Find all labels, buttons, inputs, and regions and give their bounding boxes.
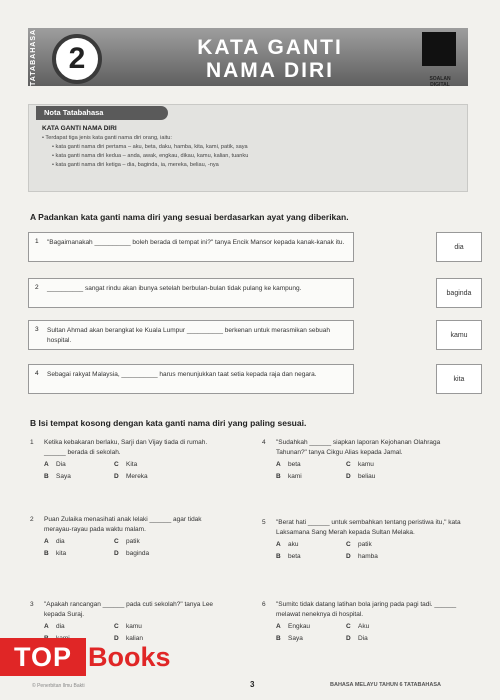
item-number: 2 <box>35 284 39 291</box>
option-letter: D <box>346 473 351 480</box>
matching-item <box>28 232 354 262</box>
option-text: beliau <box>358 473 376 480</box>
mcq-question <box>30 438 230 482</box>
mcq-question <box>262 600 462 644</box>
logo-top-text: TOP <box>0 638 86 676</box>
notes-item-text: kata ganti nama diri ketiga – dia, baginda, ia, mereka, beliau, -nya <box>55 162 219 168</box>
option-letter: C <box>346 541 351 548</box>
question-text: Ketika kebakaran berlaku, Sarji dan Vijay tiada di rumah. ______ berada di sekolah. <box>44 439 208 456</box>
item-text: Sultan Ahmad akan berangkat ke Kuala Lumpur __________ berkenan untuk merasmikan sebuah hospital. <box>47 327 330 344</box>
option-letter: C <box>346 461 351 468</box>
option-text: Mereka <box>126 473 148 480</box>
option-letter: D <box>114 635 119 642</box>
option-text: Saya <box>288 635 303 642</box>
option-b[interactable] <box>44 549 114 559</box>
qr-label <box>412 76 468 88</box>
matching-item <box>28 364 354 394</box>
option-text: Engkau <box>288 623 311 630</box>
mcq-question <box>262 438 462 482</box>
item-number: 1 <box>35 238 39 245</box>
option-b[interactable] <box>276 552 346 562</box>
option-letter: A <box>44 538 49 545</box>
option-letter: A <box>44 623 49 630</box>
answer-option[interactable]: dia <box>436 232 482 262</box>
option-c[interactable] <box>114 622 184 632</box>
option-text: aku <box>288 541 299 548</box>
question-number: 1 <box>30 439 34 446</box>
subject-footer: BAHASA MELAYU TAHUN 6 TATABAHASA <box>330 682 442 688</box>
grammar-notes-intro: • Terdapat tiga jenis kata ganti nama diri orang, iaitu: <box>42 135 172 141</box>
chapter-number: 2 <box>52 34 102 84</box>
option-letter: A <box>44 461 49 468</box>
item-text: "Bagaimanakah __________ boleh berada di tempat ini?" tanya Encik Mansor kepada kanak-kanak itu. <box>47 239 345 246</box>
option-text: Kita <box>126 461 138 468</box>
option-text: patik <box>358 541 372 548</box>
question-text: "Sumitc tidak datang latihan bola jaring pada pagi tadi. ______ melawat neneknya di hospital. <box>276 601 457 618</box>
option-a[interactable] <box>276 622 346 632</box>
option-text: baginda <box>126 550 150 557</box>
mcq-question <box>30 515 230 559</box>
header-tab-label: TATABAHASA <box>30 28 37 86</box>
mcq-question <box>262 518 462 562</box>
question-number: 3 <box>30 601 34 608</box>
option-letter: B <box>276 553 281 560</box>
grammar-notes-subtitle: KATA GANTI NAMA DIRI <box>42 125 117 132</box>
option-d[interactable] <box>114 549 184 559</box>
option-text: beta <box>288 461 301 468</box>
grammar-notes-item: • kata ganti nama diri kedua – anda, awak, engkau, dikau, kamu, kalian, tuanku <box>52 153 249 159</box>
grammar-notes-label: Nota Tatabahasa <box>36 106 168 120</box>
option-c[interactable] <box>346 622 416 632</box>
option-letter: B <box>44 550 49 557</box>
option-a[interactable] <box>44 537 114 547</box>
option-letter: A <box>276 541 281 548</box>
option-c[interactable] <box>346 460 416 470</box>
page-title <box>140 36 400 82</box>
option-letter: D <box>346 553 351 560</box>
page-number: 3 <box>250 680 255 689</box>
option-c[interactable] <box>114 460 184 470</box>
option-text: Aku <box>358 623 370 630</box>
option-letter: B <box>276 473 281 480</box>
topbooks-logo <box>0 638 176 676</box>
option-d[interactable] <box>346 472 416 482</box>
option-letter: C <box>346 623 351 630</box>
option-b[interactable] <box>276 472 346 482</box>
item-number: 3 <box>35 326 39 333</box>
option-a[interactable] <box>276 540 346 550</box>
option-text: Dia <box>358 635 368 642</box>
option-a[interactable] <box>44 460 114 470</box>
qr-label-line-2: DIGITAL <box>430 82 450 88</box>
question-number: 4 <box>262 439 266 446</box>
option-letter: D <box>114 473 119 480</box>
notes-intro-text: Terdapat tiga jenis kata ganti nama diri orang, iaitu: <box>45 135 172 141</box>
publisher-credit: © Penerbitan Ilmu Bakti <box>32 683 85 689</box>
option-text: patik <box>126 538 140 545</box>
title-line-1: KATA GANTI <box>197 36 343 59</box>
option-letter: C <box>114 623 119 630</box>
answer-option[interactable]: kamu <box>436 320 482 350</box>
option-letter: B <box>44 473 49 480</box>
option-text: kita <box>56 550 67 557</box>
option-text: Saya <box>56 473 71 480</box>
option-text: kamu <box>358 461 374 468</box>
notes-item-text: kata ganti nama diri pertama – aku, beta, daku, hamba, kita, kami, patik, saya <box>55 144 248 150</box>
matching-item <box>28 320 354 350</box>
option-c[interactable] <box>114 537 184 547</box>
option-text: hamba <box>358 553 378 560</box>
grammar-notes-item: • kata ganti nama diri ketiga – dia, baginda, ia, mereka, beliau, -nya <box>52 162 219 168</box>
option-letter: C <box>114 461 119 468</box>
option-text: dia <box>56 538 65 545</box>
qr-code[interactable] <box>422 32 456 66</box>
question-number: 6 <box>262 601 266 608</box>
option-text: kami <box>288 473 302 480</box>
question-number: 5 <box>262 519 266 526</box>
option-c[interactable] <box>346 540 416 550</box>
option-d[interactable] <box>346 634 416 644</box>
option-text: beta <box>288 553 301 560</box>
option-letter: A <box>276 461 281 468</box>
option-letter: D <box>346 635 351 642</box>
option-a[interactable] <box>44 622 114 632</box>
item-text: __________ sangat rindu akan ibunya setelah berbulan-bulan tidak pulang ke kampung. <box>47 285 302 292</box>
answer-option[interactable]: baginda <box>436 278 482 308</box>
option-letter: B <box>276 635 281 642</box>
qr-label-line-1: SOALAN <box>429 76 451 82</box>
question-text: "Apakah rancangan ______ pada cuti sekolah?" tanya Lee kepada Suraj. <box>44 601 214 618</box>
option-text: Dia <box>56 461 66 468</box>
item-text: Sebagai rakyat Malaysia, __________ harus menunjukkan taat setia kepada raja dan negara. <box>47 371 317 378</box>
option-letter: D <box>114 550 119 557</box>
grammar-notes-item: • kata ganti nama diri pertama – aku, beta, daku, hamba, kita, kami, patik, saya <box>52 144 248 150</box>
option-text: kamu <box>126 623 142 630</box>
option-letter: A <box>276 623 281 630</box>
question-text: Puan Zulaika menasihati anak lelaki ______ agar tidak merayau-rayau pada waktu malam. <box>44 516 202 533</box>
option-b[interactable] <box>44 472 114 482</box>
answer-option[interactable]: kita <box>436 364 482 394</box>
option-b[interactable] <box>276 634 346 644</box>
option-d[interactable] <box>114 472 184 482</box>
title-line-2: NAMA DIRI <box>205 59 335 82</box>
logo-books-text: Books <box>88 642 171 672</box>
option-text: dia <box>56 623 65 630</box>
option-text: kalian <box>126 635 143 642</box>
option-a[interactable] <box>276 460 346 470</box>
question-text: "Sudahkah ______ siapkan laporan Kejohanan Olahraga Tahunan?" tanya Cikgu Alias kepada Jamal. <box>276 439 441 456</box>
notes-item-text: kata ganti nama diri kedua – anda, awak, engkau, dikau, kamu, kalian, tuanku <box>55 153 249 159</box>
section-b-heading: B Isi tempat kosong dengan kata ganti nama diri yang paling sesuai. <box>30 418 307 428</box>
matching-item <box>28 278 354 308</box>
question-text: "Berat hati ______ untuk sembahkan tentang peristiwa itu," kata Laksamana Sang Merah kepada Sultan Melaka. <box>276 519 461 536</box>
section-a-heading: A Padankan kata ganti nama diri yang sesuai berdasarkan ayat yang diberikan. <box>30 212 349 222</box>
question-number: 2 <box>30 516 34 523</box>
option-letter: C <box>114 538 119 545</box>
option-d[interactable] <box>346 552 416 562</box>
item-number: 4 <box>35 370 39 377</box>
